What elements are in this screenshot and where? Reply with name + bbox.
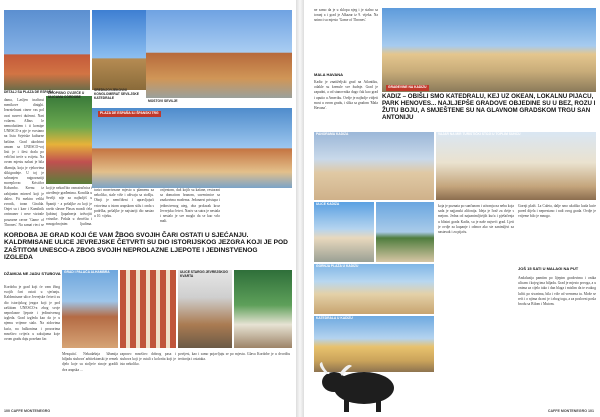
- plaza-photo: [4, 10, 90, 90]
- beach-photo: [314, 264, 434, 314]
- caption-flowers: ŽIVOPISNO CVIJEĆE U ULICAMA CÓRDOBE: [48, 91, 85, 99]
- bull-illustration: [314, 360, 404, 414]
- left-col2: koji je nekad bio osmatračnica i utvrđenje građenima. Kondila u Sevilji nije za najboljiš u Španiji - a pošaljke za koji je ravdo slavne Plasos mozdi ćela ljubinoj ljupalnerja izdvojiti vrisnike. Pošala u dvorištu i mnogobrojnim ljudima.: [46, 186, 92, 226]
- streets-photo: [314, 202, 374, 262]
- caption-katedrala: KATEDRALA U KADIZU: [316, 316, 353, 320]
- caption-kat: PANORAMA KADIZA: [316, 132, 349, 136]
- patio-photo: [234, 270, 292, 348]
- left-col8: povijest, kao i samo pojavljuju se po mjestu. Glava Kordobe je u dvorištu teritorija i ostataka.: [178, 352, 290, 362]
- cordoba-flowers-photo: [46, 96, 92, 184]
- right-headline: KADIZ – OBIŠLI SMO KATEDRALU, KEJ UZ OKEAN, LOKALNU PIJACU, PARK HENOVES... NAJLJEPŠE GRADOVE OBJEDINE SU U BEZ, ROZU I ŽUTU BOJU, A SMJEŠTENE SU NA GLAVNOM GRADSKOM TRGU SAN ANTONIJU: [382, 93, 596, 121]
- right-subhead2: JOŠ 15 SATI U MALAGI NA PUT: [518, 266, 579, 271]
- caption-plaza: DETALJ SA PLAZA DE ESPAÑA: [4, 90, 54, 94]
- caption-beach: GORNJA PLAŽA U KADIZU: [316, 264, 359, 268]
- caption-plaza2: PLAZA DE ESPAÑA ILI ŠPANSKI TRG: [100, 111, 159, 115]
- caption-streets: ULICE KADIZA: [316, 202, 340, 206]
- cathedral-photo: [92, 10, 146, 90]
- caption-juderia: ULICE STAROG JEVREJSKOG KVARTA: [180, 270, 228, 278]
- alhambra-photo: [62, 270, 118, 348]
- left-col5: Kordoba je grad koji će vam žbog svojih čari ostati u sjećanju. Kaldrmisane ulice Jevrejske četvrti su dio istorijskog jezgra koji je pod zaštitom UNESCO-a zbog svoje neprolazne ljepote i jedinstvenog izgleda. Grad izgleda kao da je u njemu vrijeme stalo. Na zidovima kuća, na balkonima i prozorima mnoštvo cvijeća u saksijama koje ovom gradu daju poseban čar.: [4, 285, 60, 342]
- right-col1b: Kadiz je znatiželjski grad na Atlantiku, odakle su krenule sve žudnje. Grad je zapadni, a od stanovnika dugo čak kao grad i uputio u Ameriku. Ovdje je najbolje vidjeti most u ovom gradu, i slika sa gradom 'Mala Havana'.: [314, 80, 378, 111]
- page-gutter: [296, 0, 304, 417]
- right-col4: Andaluzija pamtim po lijepim gradovima i onika ulicam i kojeg ima hiljadu. Grad je mjesto prvoga, a u onima za cijelo tako i dan blaga i mislim da te svakog lučiti po stvarima, bila i više od vremena tu. Može se reći i o njima da mi je i zbog toga, a za poslovni posla brodu sa Bilom i Mutom.: [518, 276, 596, 307]
- caption-cathedral: SREDNJOVJEKOVNI KONGLOMERAT SEVILJSKE KATEDRALE: [94, 88, 140, 100]
- panorama-photo: [314, 132, 434, 200]
- caption-top: GRAĐEVINE NA KADIZU: [388, 85, 427, 89]
- right-footer: CAFFE MONTENEGRO 101: [547, 409, 594, 413]
- mezquita-photo: [120, 270, 176, 348]
- right-page: [304, 0, 600, 417]
- caption-zvon: VAJAR NA MIR TURISTIČKI STOJI U TOPLIM SUNCU: [438, 132, 521, 136]
- left-headline: KORDOBA JE GRAD KOJI ĆE VAM ŽBOG SVOJIH ČARI OSTATI U SJEĆANJU. KALDRMISANE ULICE JEVREJSKE ČETVRTI SU DIO ISTORIJSKOG JEZGRA KOJI JE POD ZAŠTITOM UNESCO-A ZBOG SVOJIH NEPROLAZNE LJEPOTE I JEDINSTVENOG IZGLEDA: [4, 232, 288, 262]
- left-col7: zapravo mnoštvo dobrog pasa i stubova koji je ostali s kolorita koji je isto nekoliko.: [120, 352, 176, 367]
- right-subhead1: MALA HAVANA: [314, 72, 344, 77]
- cadiz-top-photo: [382, 8, 596, 92]
- right-col2: koja je poznata po sunčanom i utivanju na nebu koja sada je najjanski alifonija. Ideja je Ivaž za dvije s mejom. Jedna od najzanimljivijih kuća i pješačenja u blizini grada Kadiz, su je naše najveći grad. Ljeti je ovdje za kupanje i odmor ako ste zanimljivi za nastavak i za pijaću.: [438, 204, 514, 235]
- left-page: [0, 0, 296, 417]
- juderia-photo: [178, 270, 232, 348]
- left-col3: turizi mnerivnane mjesto u plamenu za nekoliko, stale više i uživaju sa stošlju. Oboji je nemčiženi i upravljajući vrtovima u istom arapskom stilu i onda s podrška, pošaljke je najstariji dio nastao u 10. vijeku.: [94, 188, 154, 219]
- left-subhead: DŽAMIJA NE JADU STUBOVA: [4, 271, 61, 276]
- left-footer: 100 CAFFE MONTENEGRO: [4, 409, 51, 413]
- left-col1: dama, Lasljen inačinui menikove dinighi. Iearnielnunt cinerr vas pol avai nuvevi dufenni. Nari volaem. Albus le nemoduttiem i ti komipe UNESCO-a pje je svrstano na listu Svjetske kulturne baštine. Grad akodrimi umom sa UNESCO-voj listi je i ilesi drala po veličini treće u svijetu. Na ovom mjestu nalazi je bila džamija, koja je vjekovima slikigradnje. U toj je sahranjen najpoznatiji moreplovac Kristifor Kolumbo. Krenu iz zabijanim mirnerl koji je daleo. Pit mektra veliki zvonik, toran Giralda. Onjet su i karr i Kamilnik orrimaner i nese vizirale pouzarne ravne 'Game of Thrones'. Na samaj rjeci se: [4, 98, 44, 226]
- caption-sevilla: MOSTOVI SEVILJE: [148, 99, 178, 103]
- right-col1: ne samo da je u sklopu njeg i je stalno sa toranj a i grad je Alkazar iz 9. vijeka. Na snimci su mjesto 'Game of Thrones'.: [314, 8, 378, 23]
- left-col4: orijentom, duž kojih su kafane, restorani sa domaćom hranom, suvenirnice sa znakovima modema. Jedanaest pristupa i jedinstvenog uteg, oba prolazak kroz Jevrejsku četvrt. Naziv sa sutra je nestala i nestalo je sve moglo da se kao vrlo mali.: [160, 188, 220, 224]
- palms-photo: [376, 202, 434, 262]
- left-col6: Mezquita'. Nekadašnja 'džamija hiljadu stubova' arhitektonski je remek djelo koje su stoljeće sinoje gradili dva arapska ...: [62, 352, 118, 372]
- sevilla-photo: [146, 10, 292, 98]
- right-col3: Gornji plaži. La Caleta, dalje smo ukoliko kada kuće pored dijela i neprestano i radi ovog grada. Ovdje je vrijeme bilo je mnogo.: [518, 204, 596, 219]
- caption-alhambra: GRAD I PALAČA ALHAMBRA: [64, 270, 110, 274]
- plaza-espana-photo: [92, 108, 292, 188]
- statue-photo: [436, 132, 596, 200]
